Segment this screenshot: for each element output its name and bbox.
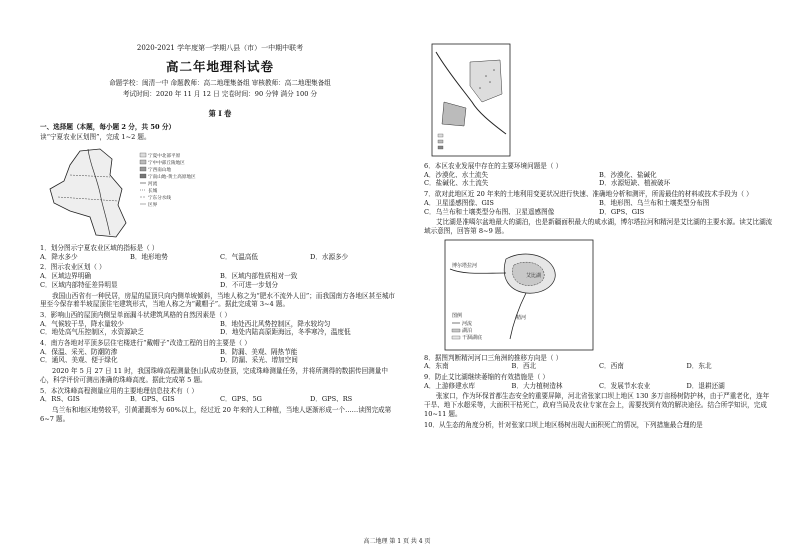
legend-item: 区界 bbox=[148, 203, 158, 209]
option[interactable]: A．气候较干旱，降水量较少 bbox=[40, 319, 124, 328]
option[interactable]: D．GPS、GIS bbox=[599, 207, 645, 216]
page-title: 高二年地理科试卷 bbox=[165, 59, 274, 75]
option[interactable]: C．发展节水农业 bbox=[599, 381, 651, 390]
legend-item: 宁东分水线 bbox=[148, 196, 171, 202]
passage-5: 2020 年 5 月 27 日 11 时，我国珠峰高程测量登山队成功登顶，完成珠峰测量任务，并将所测得的数据传回测量中心，科学评价可测出准确的珠峰高度。据此完成第 5 题。 bbox=[40, 367, 388, 384]
option[interactable]: D．不可进一步划分 bbox=[220, 280, 279, 289]
right-column bbox=[424, 0, 774, 429]
river-label: 博尔塔拉河 bbox=[452, 262, 478, 269]
option[interactable]: B．区域内部性质相对一致 bbox=[220, 272, 298, 281]
legend-item: 河流 bbox=[462, 320, 473, 327]
option[interactable]: C．盐碱化、水土流失 bbox=[424, 179, 489, 188]
option[interactable]: C．乌兰布和土壤类型分布图、卫星遥感图像 bbox=[424, 207, 555, 216]
legend-item: 湖泊 bbox=[462, 327, 473, 334]
section-title: 第 Ⅰ 卷 bbox=[208, 109, 232, 119]
option[interactable]: A．RS、GIS bbox=[40, 395, 80, 404]
option[interactable]: A．降水多少 bbox=[40, 252, 78, 261]
passage-6: 乌兰布和地区地势较平，引黄灌溉率为 60%以上，经过近 20 年来的人工种植，当地人逐渐形成一个……读图完成第 6~7 题。 bbox=[40, 406, 392, 423]
options-q6 bbox=[424, 171, 774, 188]
question-6: 6．本区农业发展中存在的主要环境问题是（ ） bbox=[424, 162, 563, 170]
option[interactable]: B．GPS、GIS bbox=[130, 395, 175, 404]
option[interactable]: D．东北 bbox=[686, 362, 712, 371]
option[interactable]: C．区域内部特征差异明显 bbox=[40, 280, 118, 289]
legend-item: 宁南山地-黄土高原地区 bbox=[148, 175, 196, 181]
legend-item: 河流 bbox=[148, 182, 158, 188]
lake-label: 艾比湖 bbox=[526, 272, 542, 279]
river-label: 精河 bbox=[516, 314, 527, 321]
options-q9 bbox=[424, 382, 774, 391]
option[interactable]: C．气温高低 bbox=[220, 252, 259, 261]
options-q1 bbox=[40, 253, 400, 262]
option[interactable]: B．西北 bbox=[511, 362, 537, 371]
section-intro: 一、选择题（本题，每小题 2 分，共 50 分） bbox=[40, 122, 176, 131]
passage-3: 我国山西省有一种民居，房屋的屋顶只向内侧单坡倾斜，当地人称之为“肥水不流外人田”；而我国南方各地区甚至城市里至今保存着半坡屋顶住宅建筑形式，当地人称之为“戴帽子”。据此完成第 3~4 题。 bbox=[40, 291, 396, 309]
option[interactable]: D．退耕还湖 bbox=[686, 381, 725, 390]
option[interactable]: D．GPS、RS bbox=[310, 395, 353, 404]
option[interactable]: B．防漏、美观、隔热节能 bbox=[220, 347, 298, 356]
question-5: 5．本次珠峰高程测量应用的主要地理信息技术有（ ） bbox=[40, 386, 198, 395]
question-7: 7．欲对此地区近 20 年来的土地利用变更状况进行快速、准确地分析和测评，所需最佳的材料或技术手段为（ ） bbox=[424, 190, 753, 199]
meta-line-2: 考试时间：2020 年 11 月 12 日 完卷时间：90 分钟 满分 100 分 bbox=[122, 90, 318, 99]
legend-item: 宁中中部丘陵地区 bbox=[148, 161, 185, 167]
option[interactable]: D．防漏、采光、增加空间 bbox=[220, 356, 298, 365]
option[interactable]: C．西南 bbox=[599, 362, 624, 371]
option[interactable]: A．保温、采光、防潮防渗 bbox=[40, 347, 118, 356]
option[interactable]: B．地形地势 bbox=[130, 252, 168, 261]
left-column bbox=[40, 0, 400, 423]
read-instruction-1: 读“宁夏农业区划图”，完成 1~2 题。 bbox=[40, 133, 151, 142]
legend-item: 宁夏中北部平原 bbox=[148, 154, 181, 160]
options-q2 bbox=[40, 272, 400, 289]
options-q4 bbox=[40, 348, 400, 365]
question-10: 10．从生态的角度分析，针对张家口坝上地区杨树出现大面积死亡的情况，下列措施最合理的是 bbox=[424, 420, 703, 429]
legend-item: 宁西南山地 bbox=[148, 168, 171, 174]
question-4: 4．南方各地对平顶多层住宅楼进行“戴帽子”改造工程的目的主要是（ ） bbox=[40, 339, 251, 348]
option[interactable]: B．大力植树造林 bbox=[511, 381, 563, 390]
option[interactable]: B．地形图、乌兰布和土壤类型分布图 bbox=[599, 198, 710, 207]
option[interactable]: D．水源多少 bbox=[310, 252, 349, 261]
option[interactable]: C．地处高气压控制区，水资源缺乏 bbox=[40, 328, 144, 337]
land-use-map bbox=[430, 42, 530, 160]
question-9: 9．防止艾比湖继续萎缩的有效措施是（ ） bbox=[424, 373, 549, 382]
question-8: 8．据图判断精河河口三角洲的推移方向是（ ） bbox=[424, 353, 563, 362]
question-1: 1．划分图示宁夏农业区域的指标是（ ） bbox=[40, 244, 159, 253]
passage-10: 张家口，作为环保首都生态安全的重要屏障，河北省张家口坝上地区 130 多万亩杨树防护林，由于严重老化，连年干旱、地下水超采等，大面积干枯死亡，政府当局及农业专家在会上，需要找到有效的解决途径。结合所学知识，完成 10~11 题。 bbox=[424, 392, 770, 418]
option[interactable]: A．卫星遥感图像、GIS bbox=[424, 198, 494, 207]
lake-map bbox=[444, 239, 594, 351]
legend-item: 干涸湖底 bbox=[462, 334, 483, 341]
lake-map-svg bbox=[444, 239, 594, 351]
option[interactable]: D．水源短缺、植被破坏 bbox=[599, 179, 671, 188]
options-q7 bbox=[424, 199, 774, 216]
option[interactable]: A．区域边界明确 bbox=[40, 272, 91, 281]
exam-header: 2020-2021 学年度第一学期八县（市）一中期中联考 bbox=[136, 44, 304, 52]
land-use-map-svg bbox=[430, 42, 530, 160]
options-q8 bbox=[424, 362, 774, 371]
meta-line-1: 命题学校：闽清一中 命题教师：高二地理集备组 审核教师：高二地理集备组 bbox=[109, 78, 331, 87]
option[interactable]: A．东南 bbox=[424, 362, 449, 371]
ningxia-map bbox=[40, 145, 230, 241]
option[interactable]: C．GPS、5G bbox=[220, 395, 262, 404]
option[interactable]: D．地处内陆高原距海远，冬季寒冷，温度低 bbox=[220, 328, 351, 337]
option[interactable]: A．上游修建水库 bbox=[424, 381, 475, 390]
passage-8: 艾比湖是准噶尔盆地最大的湖泊，也是新疆面积最大的咸水湖，博尔塔拉河和精河是艾比湖的主要水源。读艾比湖流域示意图，回答第 8~9 题。 bbox=[424, 218, 773, 235]
option[interactable]: B．沙漠化、盐碱化 bbox=[599, 170, 657, 179]
option[interactable]: B．地处西北风势控制区，降水较均匀 bbox=[220, 319, 331, 328]
question-3: 3．影响山西的屋顶内侧呈单面漏斗状建筑风格的自然因素是（ ） bbox=[40, 310, 231, 319]
page-footer: 高二地理 第 1 页 共 4 页 bbox=[363, 538, 431, 545]
question-2: 2．图示农业区划（ ） bbox=[40, 263, 106, 272]
options-q3 bbox=[40, 320, 400, 337]
ningxia-map-svg bbox=[40, 145, 230, 241]
options-q5 bbox=[40, 395, 400, 404]
option[interactable]: A．沙漠化、水土流失 bbox=[424, 170, 489, 179]
option[interactable]: C．通风、美观、便于绿化 bbox=[40, 356, 118, 365]
legend-item: 长城 bbox=[148, 189, 158, 195]
legend-title: 图例 bbox=[452, 312, 463, 319]
